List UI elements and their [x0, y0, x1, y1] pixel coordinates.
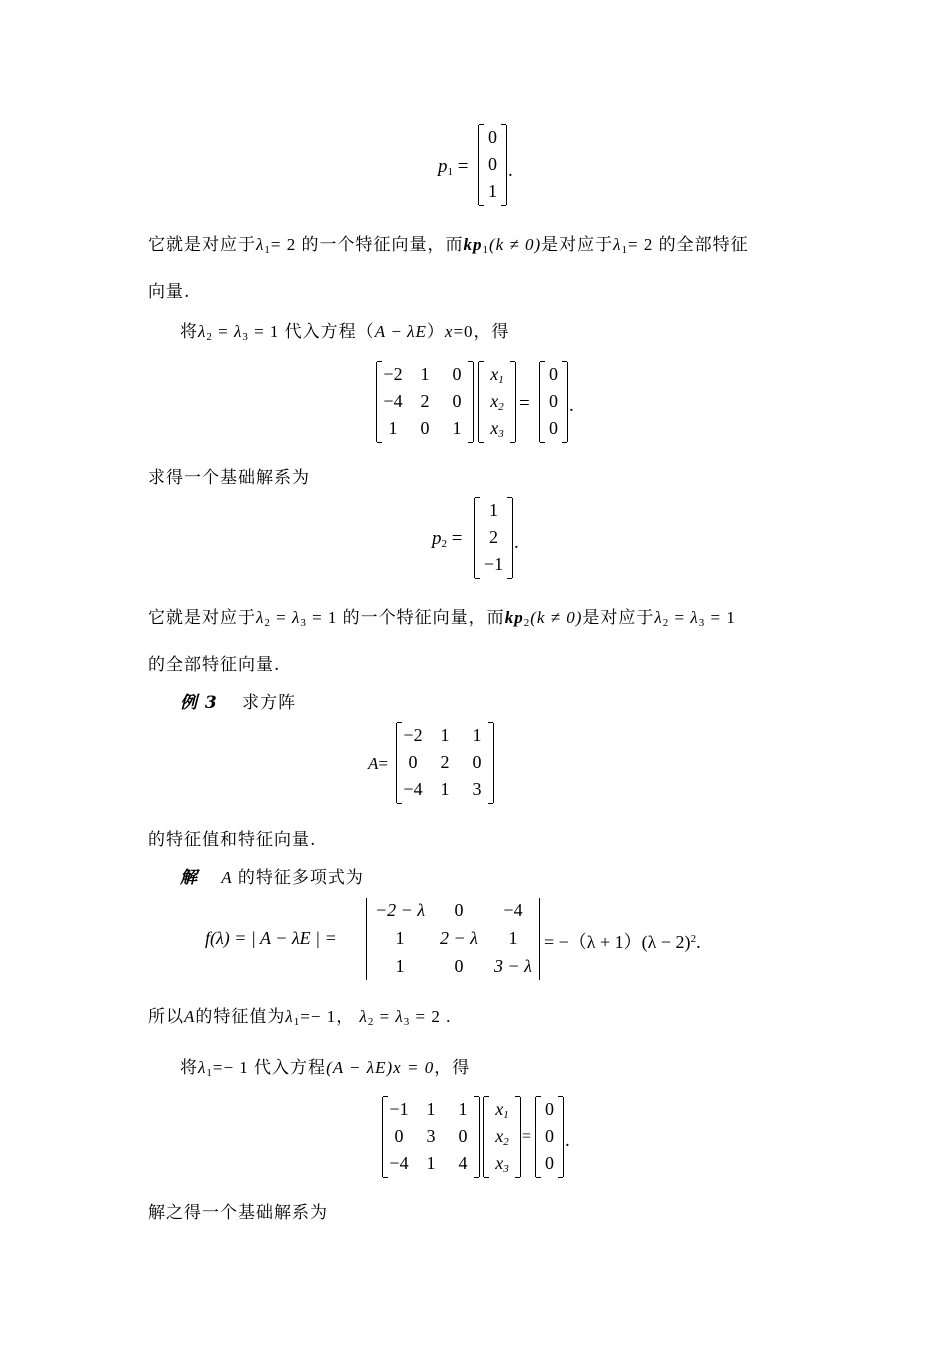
- p1-period: .: [508, 160, 513, 181]
- matrix-cell: 0: [458, 1126, 468, 1146]
- rhs-entry: 0: [549, 364, 558, 384]
- rhs-vector-2: [535, 1097, 564, 1177]
- matrix-cell: 1: [426, 1099, 436, 1119]
- matrix-cell: 1: [440, 779, 450, 799]
- rhs-entry: 0: [545, 1153, 554, 1173]
- equals-sign: =: [519, 393, 530, 414]
- matrix-cell: 2: [420, 391, 430, 411]
- det-cell: 2 − λ: [440, 928, 478, 948]
- matrix-cell: 0: [420, 418, 430, 438]
- paragraph-line-8: 所以A的特征值为$\lambda_1=- 1$， $\lambda_2 = \lambda_3 = 2$ .: [148, 1007, 452, 1028]
- matrix-cell: −4: [389, 1153, 409, 1173]
- period: .: [569, 395, 574, 416]
- charpoly-rhs: = $-(\lambda + 1)(\lambda - 2)^2$.: [544, 932, 701, 952]
- det-cell: 1: [395, 956, 405, 976]
- matrix-cell: 0: [452, 364, 462, 384]
- example-text: 求方阵: [242, 693, 297, 713]
- p2-vector: [474, 498, 513, 578]
- matrix-cell: 4: [458, 1153, 468, 1173]
- variable-x1: $x_1$: [495, 1099, 509, 1121]
- period: .: [565, 1130, 570, 1151]
- paragraph-line-7: 的特征值和特征向量.: [148, 830, 317, 850]
- matrix-cell: 1: [426, 1153, 436, 1173]
- det-cell: −4: [503, 900, 523, 920]
- example-heading: [180, 688, 296, 713]
- det-cell: 0: [454, 900, 464, 920]
- variable-x2: $x_2$: [495, 1126, 509, 1148]
- p2-entry: −1: [483, 554, 504, 574]
- paragraph-line-2: 向量.: [148, 282, 191, 302]
- charpoly-lhs: f(λ) = | A − λE | =: [205, 928, 337, 948]
- matrix-cell: 0: [452, 391, 462, 411]
- matrix-cell: 1: [420, 364, 430, 384]
- example-label: 例 3: [180, 693, 218, 713]
- matrix-cell: 1: [452, 418, 462, 438]
- matrix-cell: −2: [403, 725, 423, 745]
- p2-label: $p_2$ =: [432, 528, 463, 550]
- matrix-cell: 1: [458, 1099, 468, 1119]
- matrix-cell: 3: [472, 779, 482, 799]
- matrix-a: [396, 723, 494, 803]
- paragraph-line-9: 将$\lambda_1=- 1$ 代入方程(A − λE)x = 0，得: [180, 1058, 471, 1079]
- matrix-cell: −4: [403, 779, 423, 799]
- det-cell: 1: [395, 928, 405, 948]
- det-cell: −2 − λ: [374, 900, 426, 920]
- matrix-cell: 1: [388, 418, 398, 438]
- matrix-cell: 1: [472, 725, 482, 745]
- paragraph-line-10: 解之得一个基础解系为: [148, 1203, 328, 1223]
- p2-period: .: [514, 532, 519, 553]
- p1-entry: 0: [488, 127, 497, 147]
- rhs-vector-1: [539, 362, 568, 442]
- matrix-a-label: A=: [368, 754, 388, 773]
- variable-x3: $x_3$: [495, 1153, 509, 1175]
- coefficient-matrix-1: [376, 362, 474, 442]
- rhs-entry: 0: [545, 1126, 554, 1146]
- variable-vector-2: [483, 1097, 521, 1177]
- rhs-entry: 0: [549, 391, 558, 411]
- rhs-entry: 0: [549, 418, 558, 438]
- matrix-cell: 2: [440, 752, 450, 772]
- paragraph-line-5: 它就是对应于$\lambda_2 = \lambda_3 = 1$ 的一个特征向量，而$kp_2(k \ne 0)$是对应于$\lambda_2 = \lambda_3 = 1$: [148, 608, 736, 629]
- p1-vector: [478, 125, 507, 205]
- coefficient-matrix-2: [382, 1097, 480, 1177]
- variable-vector-1: [478, 362, 516, 442]
- det-cell: 3 − λ: [494, 956, 532, 976]
- det-cell: 0: [454, 956, 464, 976]
- matrix-cell: −1: [389, 1099, 409, 1119]
- variable-x1: $x_1$: [490, 364, 504, 386]
- p1-entry: 1: [488, 181, 497, 201]
- paragraph-line-3: 将$\lambda_2 = \lambda_3 = 1$ 代入方程（A − λE）x=0，得: [180, 322, 510, 343]
- p1-entry: 0: [488, 154, 497, 174]
- matrix-cell: −4: [383, 391, 403, 411]
- det-cell: 1: [508, 928, 518, 948]
- matrix-cell: 0: [472, 752, 482, 772]
- paragraph-line-4: 求得一个基础解系为: [148, 468, 310, 488]
- matrix-cell: 0: [408, 752, 418, 772]
- p1-label: $p_1$ =: [438, 156, 469, 178]
- matrix-cell: 1: [440, 725, 450, 745]
- p2-entry: 2: [489, 527, 498, 547]
- determinant: [366, 898, 540, 980]
- paragraph-line-6: 的全部特征向量.: [148, 655, 281, 675]
- paragraph-line-1: 它就是对应于$\lambda_1= 2$ 的一个特征向量，而$kp_1(k \ne 0)$是对应于$\lambda_1= 2$ 的全部特征: [148, 235, 749, 256]
- solution-heading: 解 A 的特征多项式为: [180, 868, 364, 887]
- rhs-entry: 0: [545, 1099, 554, 1119]
- matrix-cell: 0: [394, 1126, 404, 1146]
- matrix-cell: −2: [383, 364, 403, 384]
- variable-x3: $x_3$: [490, 418, 504, 440]
- variable-x2: $x_2$: [490, 391, 504, 413]
- p2-entry: 1: [489, 500, 498, 520]
- matrix-cell: 3: [426, 1126, 436, 1146]
- equals-sign: =: [522, 1128, 532, 1145]
- solution-label: 解: [180, 868, 198, 887]
